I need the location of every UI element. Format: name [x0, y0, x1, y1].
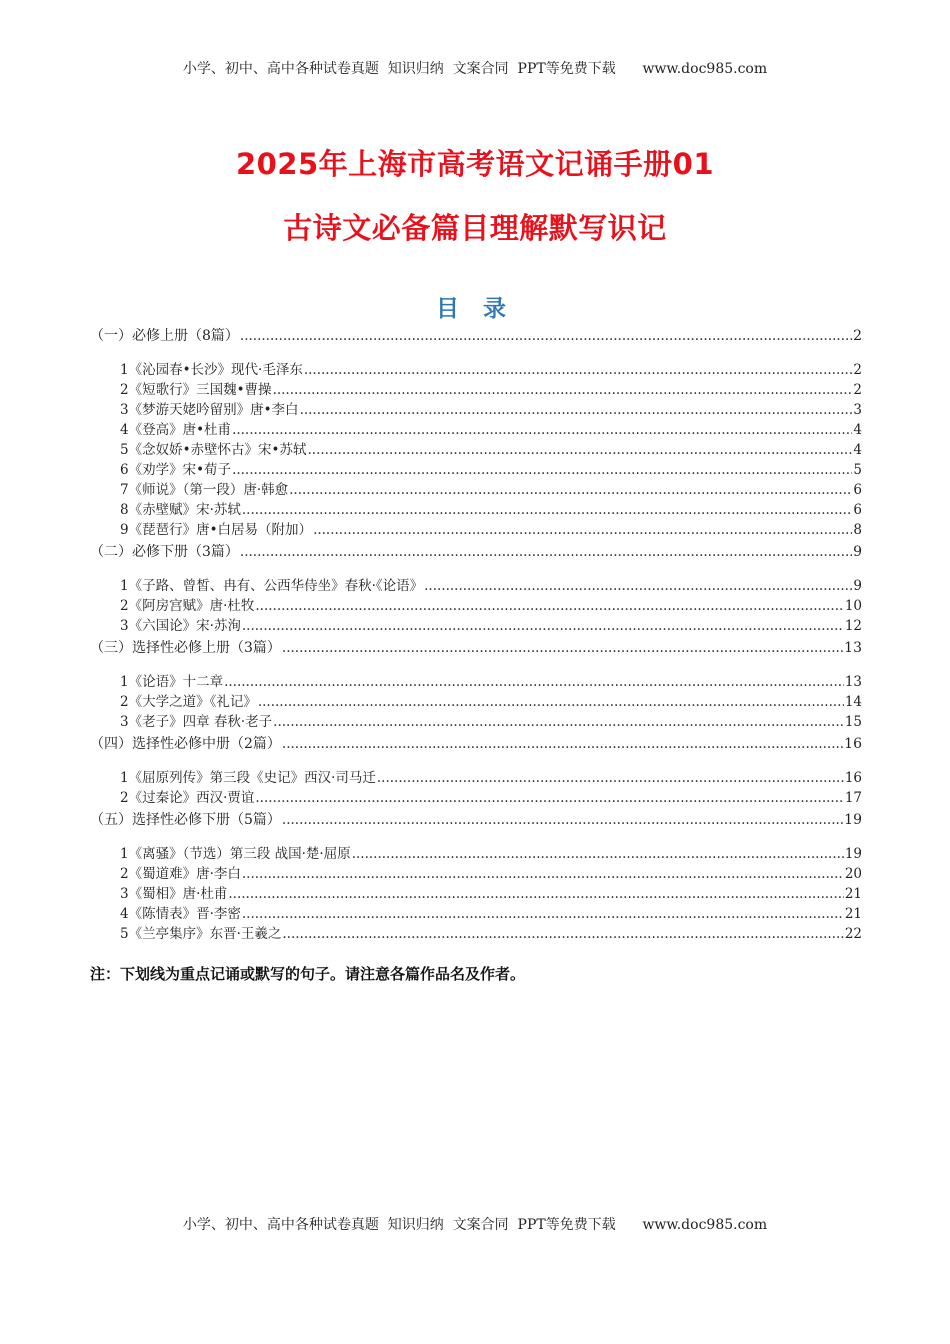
toc-entry-label: 3《蜀相》唐·杜甫: [120, 886, 228, 902]
toc-leader-dots: [377, 768, 844, 788]
toc-section[interactable]: [90, 638, 862, 658]
toc-leader-dots: [308, 440, 853, 460]
toc-page-number: 12: [844, 618, 862, 634]
document-title: 2025年上海市高考语文记诵手册01: [235, 147, 715, 181]
toc-page-number: 6: [853, 482, 862, 498]
toc-leader-dots: [232, 420, 852, 440]
toc-leader-dots: [242, 500, 853, 520]
toc-entry-label: 4《陈情表》晋·李密: [120, 906, 241, 922]
toc-section-label: （五）选择性必修下册（5篇）: [90, 812, 281, 828]
toc-page-number: 2: [853, 382, 862, 398]
toc-entry[interactable]: [90, 480, 862, 500]
toc-page-number: 17: [844, 790, 862, 806]
toc-page-number: 10: [844, 598, 862, 614]
toc-entry[interactable]: [90, 500, 862, 520]
page-footer: 小学、初中、高中各种试卷真题 知识归纳 文案合同 PPT等免费下载 www.doc985.com: [182, 1217, 768, 1233]
toc-page-number: 2: [853, 362, 862, 378]
toc-entry[interactable]: [90, 400, 862, 420]
toc-entry-label: 2《蜀道难》唐·李白: [120, 866, 241, 882]
toc-page-number: 9: [853, 544, 862, 560]
toc-leader-dots: [282, 924, 843, 944]
toc-entry[interactable]: [90, 360, 862, 380]
toc-leader-dots: [258, 692, 844, 712]
toc-entry[interactable]: [90, 768, 862, 788]
toc-entry-label: 7《师说》（第一段）唐·韩愈: [120, 482, 289, 498]
toc-leader-dots: [255, 788, 843, 808]
toc-section[interactable]: [90, 810, 862, 830]
toc-entry[interactable]: [90, 692, 862, 712]
toc-entry-label: 8《赤壁赋》宋·苏轼: [120, 502, 241, 518]
toc-page-number: 21: [844, 906, 862, 922]
toc-entry-label: 5《念奴娇•赤壁怀古》宋•苏轼: [120, 442, 307, 458]
toc-leader-dots: [273, 380, 853, 400]
toc-entry[interactable]: [90, 616, 862, 636]
toc-section-label: （四）选择性必修中册（2篇）: [90, 736, 281, 752]
toc-entry-label: 1《离骚》（节选）第三段 战国·楚·屈原: [120, 846, 351, 862]
toc-entry[interactable]: [90, 460, 862, 480]
toc-entry[interactable]: [90, 712, 862, 732]
toc-entry-label: 9《琵琶行》唐•白居易（附加）: [120, 522, 313, 538]
toc-page-number: 15: [844, 714, 862, 730]
toc-entry-label: 1《论语》十二章: [120, 674, 224, 690]
toc-leader-dots: [242, 864, 844, 884]
toc-entry-label: 2《短歌行》三国魏•曹操: [120, 382, 272, 398]
toc-entry[interactable]: [90, 420, 862, 440]
toc-leader-dots: [232, 460, 852, 480]
toc-entry-label: 3《老子》四章 春秋·老子: [120, 714, 273, 730]
toc-page-number: 8: [853, 522, 862, 538]
toc-leader-dots: [352, 844, 844, 864]
toc-page-number: 5: [853, 462, 862, 478]
toc-leader-dots: [242, 904, 844, 924]
toc-entry[interactable]: [90, 672, 862, 692]
toc-leader-dots: [224, 672, 844, 692]
toc-entry[interactable]: [90, 596, 862, 616]
note-text: 注：下划线为重点记诵或默写的句子。请注意各篇作品名及作者。: [90, 965, 526, 983]
toc-leader-dots: [289, 480, 852, 500]
toc-page-number: 13: [844, 640, 862, 656]
toc-section[interactable]: [90, 542, 862, 562]
toc-entry[interactable]: [90, 788, 862, 808]
toc-entry-label: 2《大学之道》《礼记》: [120, 694, 257, 710]
toc-entry[interactable]: [90, 884, 862, 904]
toc-leader-dots: [313, 520, 852, 540]
toc-leader-dots: [282, 734, 843, 754]
toc-entry-label: 4《登高》唐•杜甫: [120, 422, 232, 438]
toc-page-number: 3: [853, 402, 862, 418]
toc-entry[interactable]: [90, 924, 862, 944]
toc-page-number: 21: [844, 886, 862, 902]
toc-page-number: 16: [844, 736, 862, 752]
toc-leader-dots: [242, 616, 844, 636]
toc-page-number: 22: [844, 926, 862, 942]
toc-section-label: （二）必修下册（3篇）: [90, 544, 239, 560]
toc-leader-dots: [304, 360, 853, 380]
toc-entry-label: 3《梦游天姥吟留别》唐•李白: [120, 402, 299, 418]
toc-page-number: 4: [853, 422, 862, 438]
toc-leader-dots: [228, 884, 843, 904]
toc-page-number: 19: [844, 812, 862, 828]
toc-leader-dots: [424, 576, 852, 596]
toc-entry[interactable]: [90, 440, 862, 460]
toc-leader-dots: [282, 810, 843, 830]
toc-section-label: （一）必修上册（8篇）: [90, 328, 239, 344]
toc-entry-label: 6《劝学》宋•荀子: [120, 462, 232, 478]
toc-leader-dots: [240, 542, 852, 562]
toc-page-number: 2: [853, 328, 862, 344]
toc-page-number: 6: [853, 502, 862, 518]
toc-entry[interactable]: [90, 864, 862, 884]
toc-page-number: 4: [853, 442, 862, 458]
toc-page-number: 16: [844, 770, 862, 786]
toc-heading: 目 录: [435, 296, 514, 322]
toc-section[interactable]: [90, 734, 862, 754]
toc-entry-label: 1《子路、曾皙、冉有、公西华侍坐》春秋·《论语》: [120, 578, 424, 594]
toc-page-number: 9: [853, 578, 862, 594]
toc-page-number: 13: [844, 674, 862, 690]
toc-entry[interactable]: [90, 904, 862, 924]
toc-leader-dots: [282, 638, 843, 658]
toc-entry-label: 1《屈原列传》第三段《史记》西汉·司马迁: [120, 770, 376, 786]
toc-page-number: 19: [844, 846, 862, 862]
toc-entry-label: 2《过秦论》西汉·贾谊: [120, 790, 255, 806]
toc-entry-label: 3《六国论》宋·苏洵: [120, 618, 241, 634]
toc-section-label: （三）选择性必修上册（3篇）: [90, 640, 281, 656]
toc-entry-label: 5《兰亭集序》东晋·王羲之: [120, 926, 282, 942]
toc-entry[interactable]: [90, 520, 862, 540]
toc-leader-dots: [300, 400, 853, 420]
toc-page-number: 20: [844, 866, 862, 882]
toc-leader-dots: [255, 596, 843, 616]
table-of-contents: [90, 324, 862, 944]
page-header: 小学、初中、高中各种试卷真题 知识归纳 文案合同 PPT等免费下载 www.doc985.com: [182, 61, 768, 77]
toc-entry-label: 2《阿房宫赋》唐·杜牧: [120, 598, 255, 614]
toc-entry-label: 1《沁园春•长沙》现代·毛泽东: [120, 362, 303, 378]
toc-section[interactable]: [90, 326, 862, 346]
document-subtitle: 古诗文必备篇目理解默写识记: [283, 211, 667, 245]
toc-entry[interactable]: [90, 844, 862, 864]
toc-page-number: 14: [844, 694, 862, 710]
toc-entry[interactable]: [90, 576, 862, 596]
toc-leader-dots: [240, 326, 852, 346]
toc-entry[interactable]: [90, 380, 862, 400]
toc-leader-dots: [273, 712, 844, 732]
